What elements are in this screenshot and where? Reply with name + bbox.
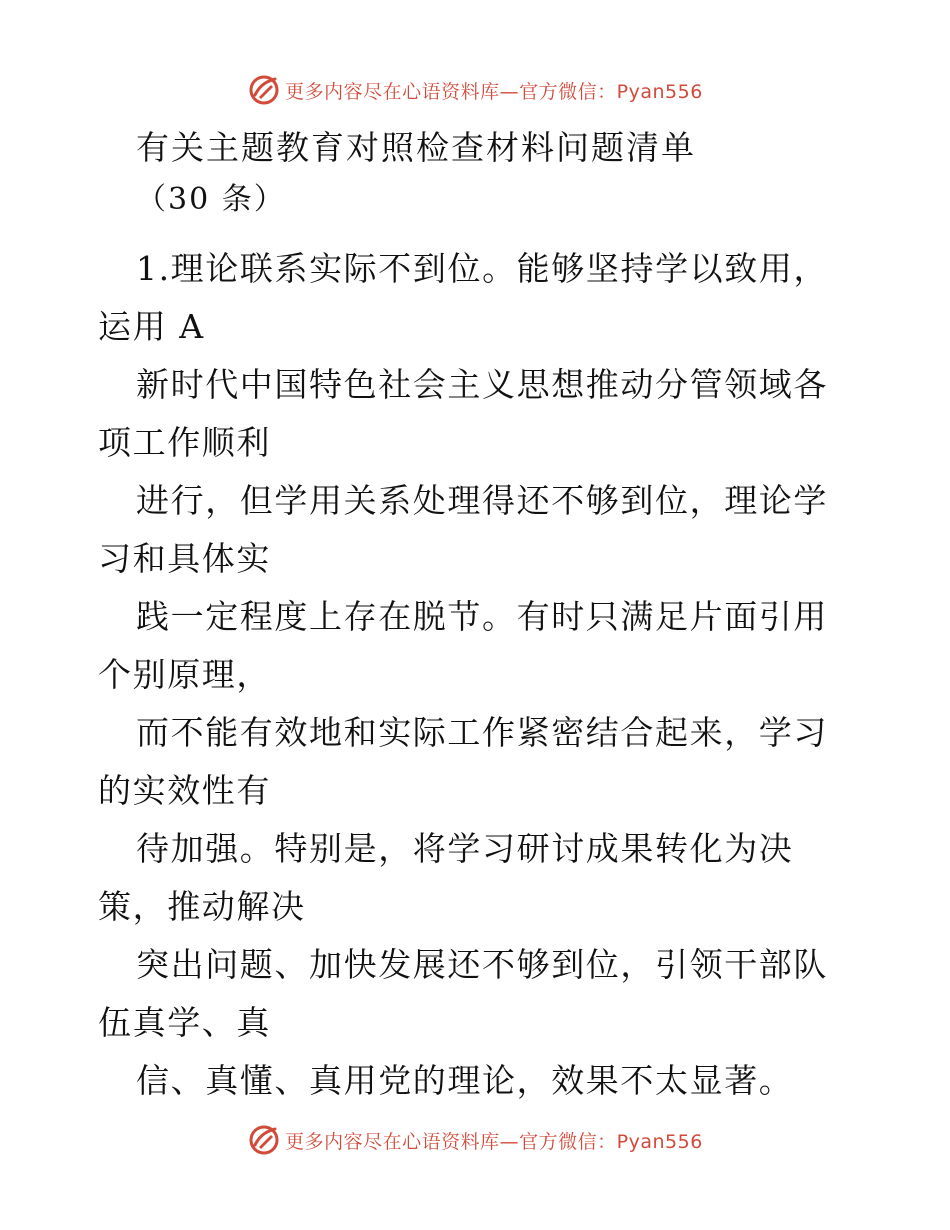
paragraph: 待加强。特别是，将学习研讨成果转化为决策，推动解决 (98, 829, 794, 926)
document-title: 有关主题教育对照检查材料问题清单 (136, 128, 696, 167)
paragraph: 践一定程度上存在脱节。有时只满足片面引用个别原理， (98, 597, 828, 694)
watermark-footer (0, 1120, 950, 1160)
paragraph: 进行，但学用关系处理得还不够到位，理论学习和具体实 (98, 481, 828, 578)
document-body (98, 122, 854, 1110)
pen-swirl-logo-icon (247, 73, 281, 107)
watermark-header (0, 70, 950, 110)
paragraph: 突出问题、加快发展还不够到位，引领干部队伍真学、真 (98, 945, 828, 1042)
watermark-text: 更多内容尽在心语资料库—官方微信：Pyan556 (285, 80, 703, 103)
document-count: （30 条） (136, 182, 286, 217)
paragraph: 而不能有效地和实际工作紧密结合起来，学习的实效性有 (98, 713, 828, 810)
paragraph: 新时代中国特色社会主义思想推动分管领域各项工作顺利 (98, 365, 828, 462)
paragraph: 1.理论联系实际不到位。能够坚持学以致用，运用 A (98, 249, 829, 346)
pen-swirl-logo-icon (247, 1123, 281, 1157)
watermark-text: 更多内容尽在心语资料库—官方微信：Pyan556 (285, 1130, 703, 1153)
paragraph: 信、真懂、真用党的理论，效果不太显著。 (136, 1061, 794, 1100)
